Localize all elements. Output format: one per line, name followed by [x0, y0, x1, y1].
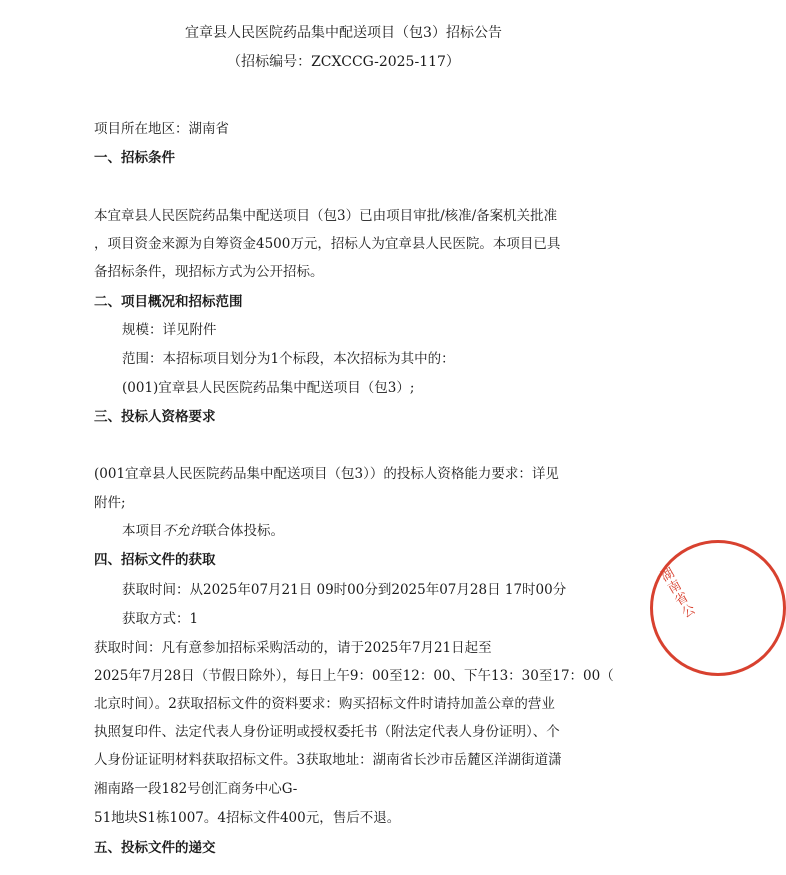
section4-line-7: 51地块S1栋1007。4招标文件400元，售后不退。	[94, 810, 401, 826]
official-seal	[650, 540, 786, 676]
section4-method: 获取方式：1	[122, 611, 199, 627]
project-region: 项目所在地区：湖南省	[94, 121, 229, 137]
section4-line-1: 获取时间：凡有意参加招标采购活动的，请于2025年7月21日起至	[94, 640, 492, 656]
section2-item: (001)宜章县人民医院药品集中配送项目（包3）;	[122, 380, 415, 396]
consortium-suffix: 联合体投标。	[203, 523, 284, 539]
section3-line-3	[122, 521, 284, 541]
section2-scale: 规模：详见附件	[122, 322, 217, 338]
section4-line-4: 执照复印件、法定代表人身份证明或授权委托书（附法定代表人身份证明）、个	[94, 724, 560, 740]
section4-line-2: 2025年7月28日（节假日除外），每日上午9：00至12：00、下午13：30至17：00（	[94, 668, 614, 684]
seal-text: 湖南省公	[658, 565, 699, 622]
section-heading-3: 三、投标人资格要求	[94, 409, 216, 425]
section-heading-4: 四、招标文件的获取	[94, 552, 216, 568]
section4-time: 获取时间：从2025年07月21日 09时00分到2025年07月28日 17时00分	[122, 582, 567, 598]
consortium-status: 不允许	[162, 523, 203, 539]
section1-line-2: ，项目资金来源为自筹资金4500万元，招标人为宜章县人民医院。本项目已具	[94, 236, 561, 252]
section3-line-1: (001宜章县人民医院药品集中配送项目（包3））的投标人资格能力要求：详见	[94, 466, 559, 482]
section2-scope: 范围：本招标项目划分为1个标段，本次招标为其中的：	[122, 351, 455, 367]
section1-line-1: 本宜章县人民医院药品集中配送项目（包3）已由项目审批/核准/备案机关批准	[94, 208, 558, 224]
document-title: 宜章县人民医院药品集中配送项目（包3）招标公告	[185, 25, 502, 41]
section3-line-2: 附件;	[94, 495, 126, 511]
section-heading-5: 五、投标文件的递交	[94, 840, 216, 856]
section1-line-3: 备招标条件，现招标方式为公开招标。	[94, 264, 324, 280]
section4-line-5: 人身份证证明材料获取招标文件。3获取地址：湖南省长沙市岳麓区洋湖街道潇	[94, 752, 562, 768]
section4-line-3: 北京时间）。2获取招标文件的资料要求：购买招标文件时请持加盖公章的营业	[94, 696, 555, 712]
section-heading-1: 一、招标条件	[94, 150, 175, 166]
section-heading-2: 二、项目概况和招标范围	[94, 294, 243, 310]
bid-number: （招标编号：ZCXCCG-2025-117）	[227, 54, 460, 70]
consortium-prefix: 本项目	[122, 523, 163, 539]
section4-line-6: 湘南路一段182号创汇商务中心G-	[94, 781, 298, 797]
